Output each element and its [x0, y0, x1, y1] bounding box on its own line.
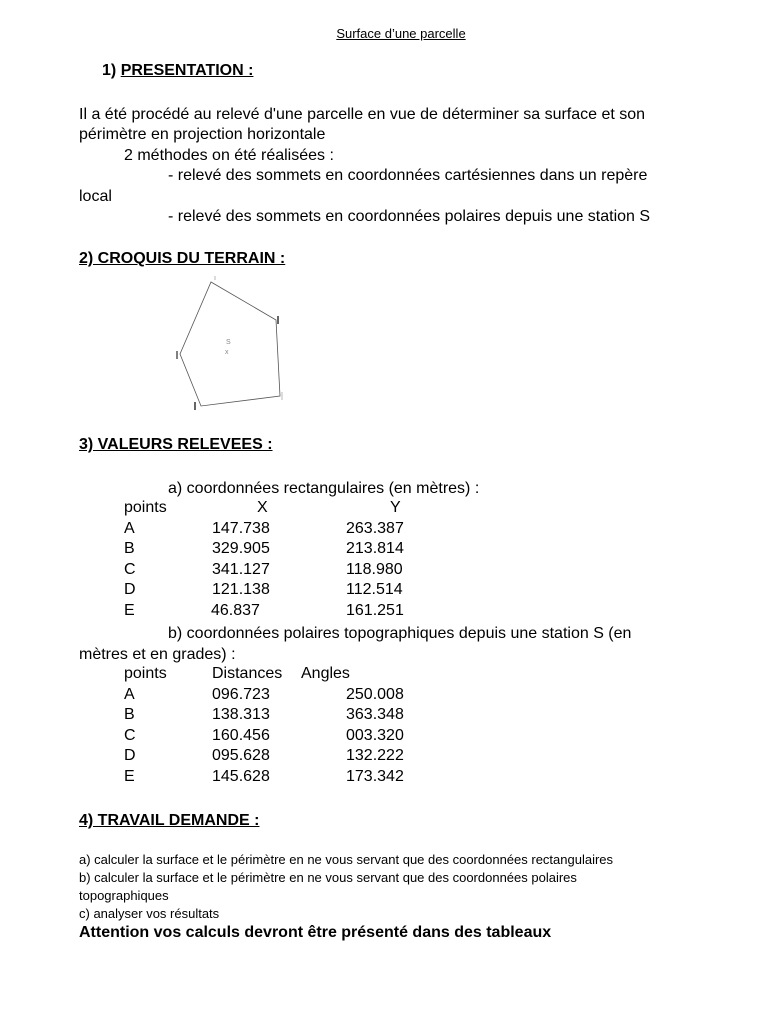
- angle: 173.342: [346, 768, 404, 785]
- coord-y: 161.251: [346, 602, 404, 619]
- distance: 096.723: [212, 686, 270, 703]
- section-3-heading: 3) VALEURS RELEVEES :: [79, 436, 273, 453]
- table-a-header-points: points: [124, 499, 167, 516]
- task-c: c) analyser vos résultats: [79, 906, 220, 921]
- intro-line-1: Il a été procédé au relevé d'une parcelle en vue de déterminer sa surface et son: [79, 106, 646, 123]
- terrain-sketch: [168, 272, 290, 414]
- table-a-header: [0, 499, 768, 519]
- distance: 160.456: [212, 727, 270, 744]
- point-name: B: [124, 706, 135, 723]
- coord-x: 147.738: [212, 520, 270, 537]
- coord-x: 341.127: [212, 561, 270, 578]
- point-name: A: [124, 686, 135, 703]
- distance: 145.628: [212, 768, 270, 785]
- section-1-title: PRESENTATION :: [120, 62, 254, 79]
- point-name: E: [124, 768, 135, 785]
- table-row: [0, 581, 768, 601]
- point-name: C: [124, 561, 136, 578]
- coord-y: 118.980: [346, 561, 403, 578]
- distance: 095.628: [212, 747, 270, 764]
- section-1-heading: [102, 62, 253, 80]
- section-4-heading: 4) TRAVAIL DEMANDE :: [79, 812, 260, 829]
- attention-note: Attention vos calculs devront être présenté dans des tableaux: [79, 924, 552, 941]
- coord-y: 263.387: [346, 520, 404, 537]
- table-b-caption-line-2: mètres et en grades) :: [79, 646, 236, 663]
- table-row: [0, 520, 768, 540]
- distance: 138.313: [212, 706, 270, 723]
- section-2-heading: 2) CROQUIS DU TERRAIN :: [79, 250, 286, 267]
- table-row: [0, 686, 768, 706]
- task-a: a) calculer la surface et le périmètre en ne vous servant que des coordonnées rectangulaires: [79, 852, 614, 867]
- table-b-header-angles: Angles: [301, 665, 350, 682]
- task-b-line-1: b) calculer la surface et le périmètre en ne vous servant que des coordonnées polaires: [79, 870, 577, 885]
- angle: 132.222: [346, 747, 404, 764]
- coord-y: 213.814: [346, 540, 404, 557]
- document-title: Surface d’une parcelle: [336, 26, 466, 41]
- point-name: C: [124, 727, 136, 744]
- intro-line-4: - relevé des sommets en coordonnées cartésiennes dans un repère: [168, 167, 648, 184]
- point-name: D: [124, 581, 136, 598]
- table-row: [0, 540, 768, 560]
- table-b-header-distances: Distances: [212, 665, 283, 682]
- table-a-caption: a) coordonnées rectangulaires (en mètres) :: [168, 480, 480, 497]
- point-name: B: [124, 540, 135, 557]
- table-b-header-points: points: [124, 665, 167, 682]
- table-a-header-x: X: [257, 499, 268, 516]
- coord-x: 46.837: [211, 602, 260, 619]
- coord-x: 329.905: [212, 540, 270, 557]
- table-b-caption-line-1: b) coordonnées polaires topographiques depuis une station S (en: [168, 625, 632, 642]
- coord-x: 121.138: [212, 581, 270, 598]
- table-row: [0, 602, 768, 622]
- table-row: [0, 768, 768, 788]
- angle: 250.008: [346, 686, 404, 703]
- table-a-header-y: Y: [390, 499, 401, 516]
- table-row: [0, 747, 768, 767]
- angle: 003.320: [346, 727, 404, 744]
- point-name: E: [124, 602, 135, 619]
- intro-line-2: périmètre en projection horizontale: [79, 126, 326, 143]
- intro-line-5: local: [79, 188, 112, 205]
- intro-line-6: - relevé des sommets en coordonnées polaires depuis une station S: [168, 208, 651, 225]
- station-mark: x: [225, 349, 229, 356]
- table-row: [0, 727, 768, 747]
- point-name: D: [124, 747, 136, 764]
- coord-y: 112.514: [346, 581, 403, 598]
- station-label: S: [226, 339, 231, 346]
- section-1-number: 1): [102, 62, 117, 79]
- table-row: [0, 706, 768, 726]
- intro-line-3: 2 méthodes on été réalisées :: [124, 147, 334, 164]
- table-b-header: [0, 665, 768, 685]
- table-row: [0, 561, 768, 581]
- angle: 363.348: [346, 706, 404, 723]
- point-name: A: [124, 520, 135, 537]
- task-b-line-2: topographiques: [79, 888, 169, 903]
